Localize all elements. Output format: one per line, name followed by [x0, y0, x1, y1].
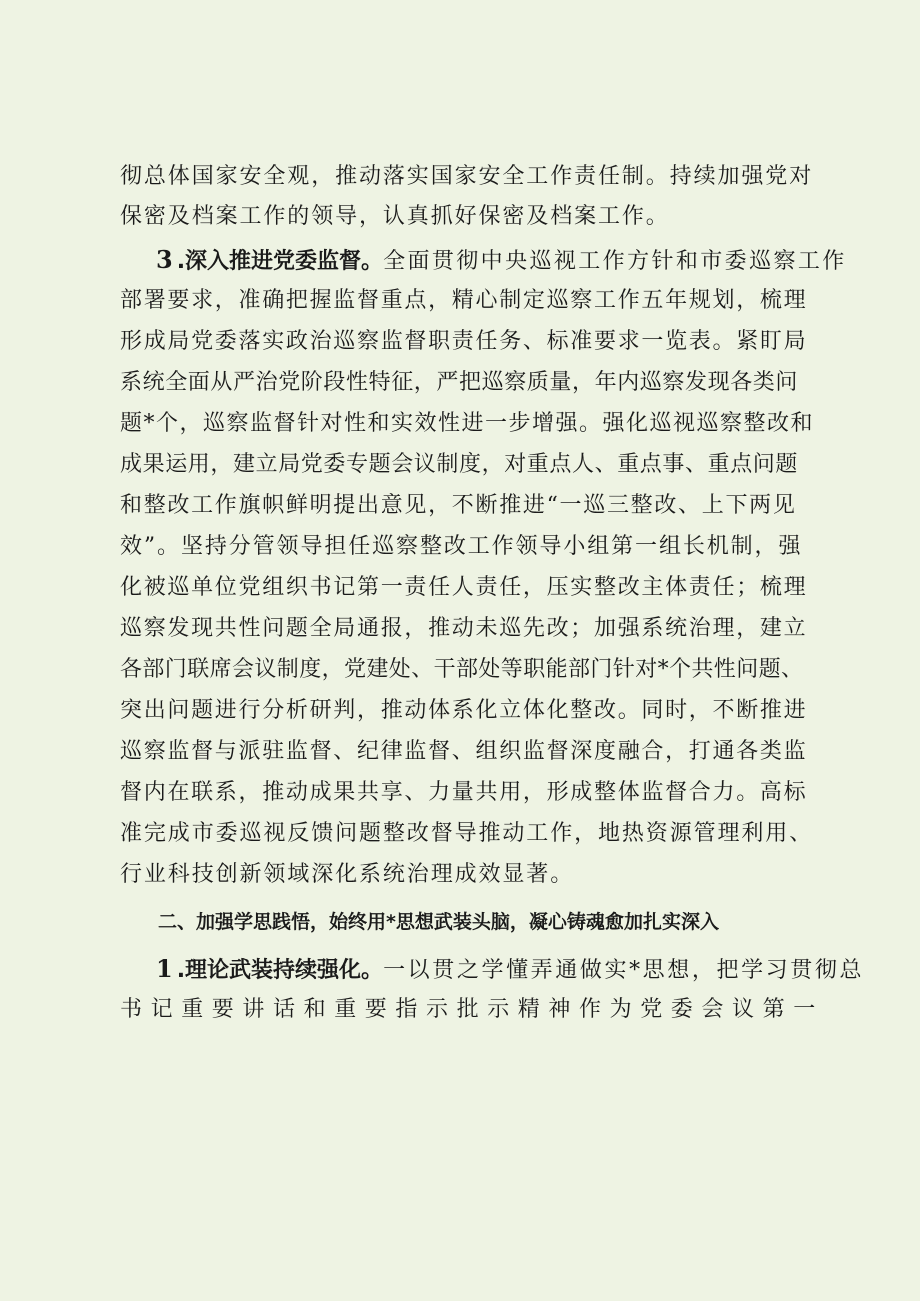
item-lead-title: .深入推进党委监督。	[176, 249, 384, 274]
paragraph-line: 督内在联系，推动成果共享、力量共用，形成整体监督合力。高标	[120, 780, 808, 805]
item-number: 3	[156, 245, 173, 274]
paragraph-line: 保密及档案工作的领导，认真抓好保密及档案工作。	[120, 204, 670, 229]
item-lead-text: 全面贯彻中央巡视工作方针和市委巡察工作	[383, 249, 847, 274]
paragraph-line: 各部门联席会议制度，党建处、干部处等职能部门针对*个共性问题、	[120, 657, 804, 682]
paragraph-line: 化被巡单位党组织书记第一责任人责任，压实整改主体责任；梳理	[120, 575, 808, 600]
paragraph-line: 书记重要讲话和重要指示批示精神作为党委会议第一	[120, 997, 824, 1022]
paragraph-line: 形成局党委落实政治巡察监督职责任务、标准要求一览表。紧盯局	[120, 329, 808, 354]
paragraph-first-line	[156, 951, 864, 987]
paragraph-line: 巡察发现共性问题全局通报，推动未巡先改；加强系统治理，建立	[120, 616, 808, 641]
item-number: 1	[156, 954, 173, 983]
section-heading: 二、加强学思践悟，始终用*思想武装头脑，凝心铸魂愈加扎实深入	[158, 911, 719, 933]
paragraph-line: 突出问题进行分析研判，推动体系化立体化整改。同时，不断推进	[120, 698, 808, 723]
paragraph-line: 系统全面从严治党阶段性特征，严把巡察质量，年内巡察发现各类问	[120, 370, 799, 395]
paragraph-first-line	[156, 242, 847, 278]
item-lead-title: .理论武装持续强化。	[176, 958, 384, 983]
paragraph-line: 彻总体国家安全观，推动落实国家安全工作责任制。持续加强党对	[120, 164, 814, 189]
paragraph-line: 题*个，巡察监督针对性和实效性进一步增强。强化巡视巡察整改和	[120, 411, 815, 436]
paragraph-line: 效”。坚持分管领导担任巡察整改工作领导小组第一组长机制，强	[120, 534, 803, 559]
paragraph-line: 准完成市委巡视反馈问题整改督导推动工作，地热资源管理利用、	[120, 821, 814, 846]
paragraph-line: 成果运用，建立局党委专题会议制度，对重点人、重点事、重点问题	[120, 452, 799, 477]
paragraph-line: 和整改工作旗帜鲜明提出意见，不断推进“一巡三整改、上下两见	[120, 493, 797, 518]
paragraph-line: 部署要求，准确把握监督重点，精心制定巡察工作五年规划，梳理	[120, 288, 808, 313]
paragraph-line: 巡察监督与派驻监督、纪律监督、组织监督深度融合，打通各类监	[120, 739, 808, 764]
item-lead-text: 一以贯之学懂弄通做实*思想，把学习贯彻总	[383, 958, 865, 983]
paragraph-line: 行业科技创新领域深化系统治理成效显著。	[120, 862, 575, 887]
